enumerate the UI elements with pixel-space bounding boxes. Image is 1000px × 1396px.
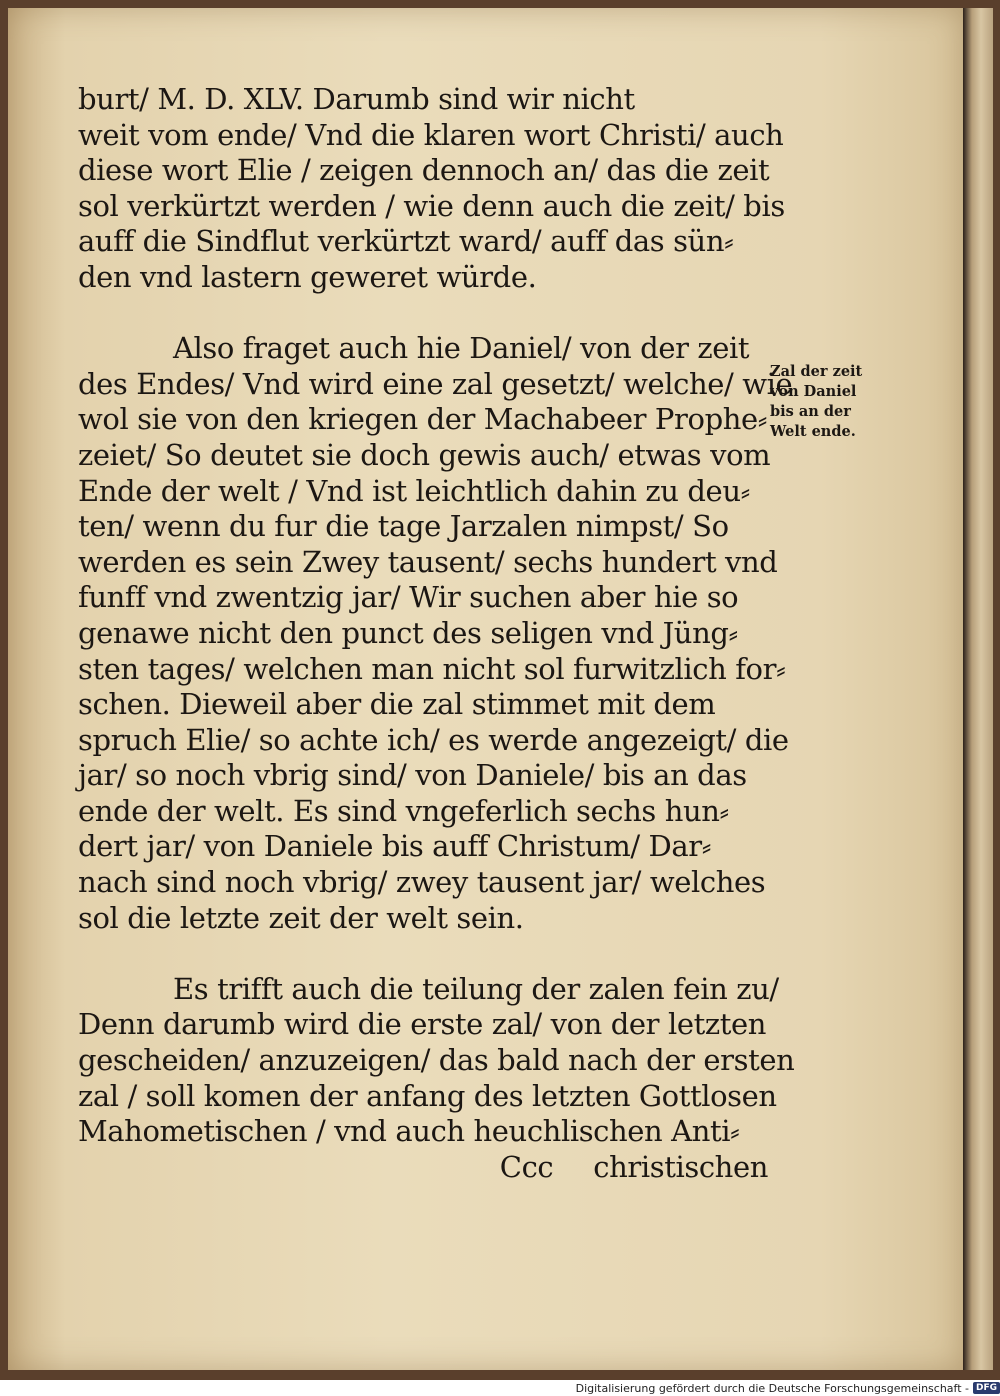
paragraph-gap: [78, 936, 778, 972]
marginal-line: bis an der: [770, 403, 851, 420]
catchword: christischen: [593, 1149, 768, 1184]
text-line: Also fraget auch hie Daniel/ von der zeit: [173, 331, 750, 366]
signature-mark: Ccc: [499, 1149, 554, 1184]
text-line: Denn darumb wird die erste zal/ von der letzten: [78, 1007, 767, 1042]
paragraph-gap: [78, 296, 778, 332]
marginal-note: [770, 362, 920, 442]
text-line: diese wort Elie / zeigen dennoch an/ das die zeit: [78, 153, 770, 188]
text-line: dert jar/ von Daniele bis auff Christum/ Dar⸗: [78, 829, 711, 864]
text-line: sol die letzte zeit der welt sein.: [78, 900, 524, 935]
text-line: sol verkürtzt werden / wie denn auch die zeit/ bis: [78, 188, 785, 223]
text-line: sten tages/ welchen man nicht sol furwitzlich for⸗: [78, 651, 786, 686]
text-line: genawe nicht den punct des seligen vnd Jüng⸗: [78, 615, 738, 650]
text-line: schen. Dieweil aber die zal stimmet mit dem: [78, 687, 716, 722]
marginal-line: von Daniel: [770, 383, 857, 400]
text-line: ten/ wenn du fur die tage Jarzalen nimpst/ So: [78, 509, 729, 544]
text-line: weit vom ende/ Vnd die klaren wort Christi/ auch: [78, 117, 784, 152]
page-edge: [963, 8, 993, 1370]
text-line: gescheiden/ anzuzeigen/ das bald nach der ersten: [78, 1043, 795, 1078]
text-line: ende der welt. Es sind vngeferlich sechs hun⸗: [78, 793, 729, 828]
dfg-logo: DFG: [973, 1382, 1000, 1394]
text-line: Es trifft auch die teilung der zalen fein zu/: [173, 971, 779, 1006]
text-line: des Endes/ Vnd wird eine zal gesetzt/ welche/ wie: [78, 366, 793, 401]
text-line: funff vnd zwentzig jar/ Wir suchen aber hie so: [78, 580, 739, 615]
text-line: zal / soll komen der anfang des letzten Gottlosen: [78, 1078, 777, 1113]
text-line: den vnd lastern geweret würde.: [78, 259, 537, 294]
text-line: wol sie von den kriegen der Machabeer Prophe⸗: [78, 402, 768, 437]
text-line: spruch Elie/ so achte ich/ es werde angezeigt/ die: [78, 722, 789, 757]
text-line: Ende der welt / Vnd ist leichtlich dahin zu deu⸗: [78, 473, 750, 508]
text-line: zeiet/ So deutet sie doch gewis auch/ etwas vom: [78, 437, 771, 472]
marginal-line: Welt ende.: [770, 423, 856, 440]
text-line: nach sind noch vbrig/ zwey tausent jar/ welches: [78, 865, 766, 900]
text-line: burt/ M. D. XLV. Darumb sind wir nicht: [78, 82, 635, 116]
footer-credit: Digitalisierung gefördert durch die Deutsche Forschungsgemeinschaft -: [575, 1381, 969, 1395]
text-line: Mahometischen / vnd auch heuchlischen Anti⸗: [78, 1114, 740, 1149]
text-line: jar/ so noch vbrig sind/ von Daniele/ bis an das: [78, 758, 747, 793]
main-text-block: [78, 82, 795, 1185]
signature-line: [78, 1150, 778, 1186]
digitization-footer: [575, 1380, 1000, 1396]
text-line: werden es sein Zwey tausent/ sechs hundert vnd: [78, 544, 778, 579]
marginal-line: Zal der zeit: [770, 363, 863, 380]
text-line: auff die Sindflut verkürtzt ward/ auff das sün⸗: [78, 224, 734, 259]
